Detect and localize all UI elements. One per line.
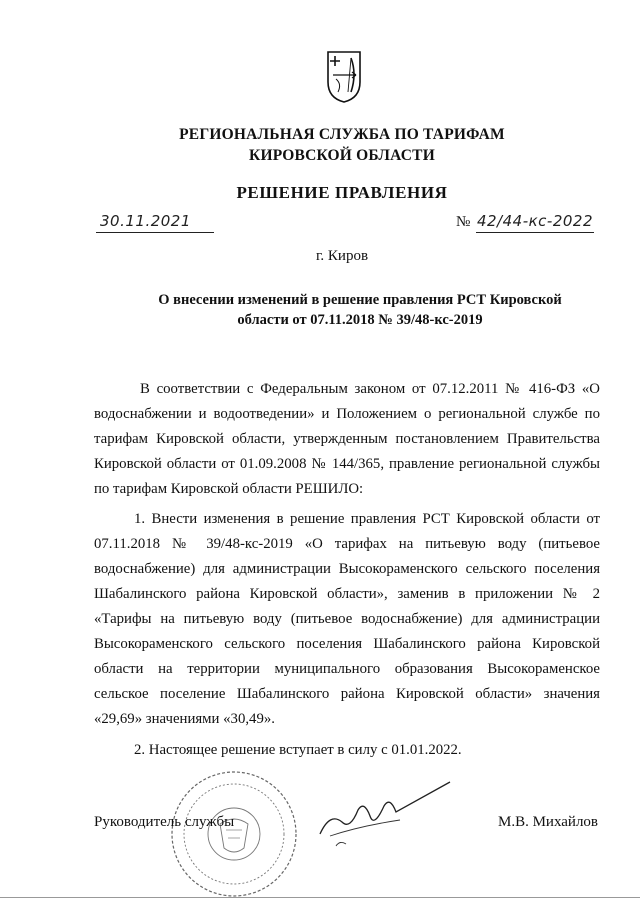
body-paragraph-3: 2. Настоящее решение вступает в силу с 01.01.2022. — [134, 742, 462, 758]
body-paragraph-1: В соответствии с Федеральным законом от 07.12.2011 № 416-ФЗ «О водоснабжении и водоотведении» и Положением о региональной службе по тарифам Кировской области, утвержденным постановлением Правительства Кировской области от 01.09.2008 № 144/365, правление региональной службы по тарифам Кировской области РЕШИЛО: — [94, 381, 600, 497]
city: г. Киров — [315, 248, 369, 264]
document-number: 42/44-кс-2022 — [476, 212, 594, 233]
signer-name: М.В. Михайлов — [498, 814, 599, 830]
official-stamp-icon — [168, 768, 300, 900]
signature-role: Руководитель службы — [94, 814, 235, 830]
scan-edge-divider — [0, 897, 640, 898]
number-label: № — [456, 214, 471, 230]
organization-name-line1: РЕГИОНАЛЬНАЯ СЛУЖБА ПО ТАРИФАМ — [179, 126, 505, 143]
organization-name-line2: КИРОВСКОЙ ОБЛАСТИ — [249, 147, 435, 164]
body-paragraph-2: 1. Внести изменения в решение правления РСТ Кировской области от 07.11.2018 № 39/48-кс-2019 «О тарифах на питьевую воду (питьевое водоснабжение) для администрации Высокораменского сельского поселения Шабалинского района Кировской области», заменив в приложении № 2 «Тарифы на питьевую воду (питьевое водоснабжение) для администрации Высокораменского сельского поселения Шабалинского района Кировской области на территории муниципального образования Высокораменское сельское поселение Шабалинского района Кировской области» значения «29,69» значениями «30,49». — [94, 511, 600, 727]
document-subject: О внесении изменений в решение правления РСТ Кировской области от 07.11.2018 № 39/48-кс-2019 — [158, 292, 562, 328]
document-title: РЕШЕНИЕ ПРАВЛЕНИЯ — [236, 183, 448, 202]
document-date: 30.11.2021 — [96, 212, 214, 233]
kirov-coat-of-arms-icon — [324, 48, 364, 104]
handwritten-signature-icon — [300, 776, 460, 860]
